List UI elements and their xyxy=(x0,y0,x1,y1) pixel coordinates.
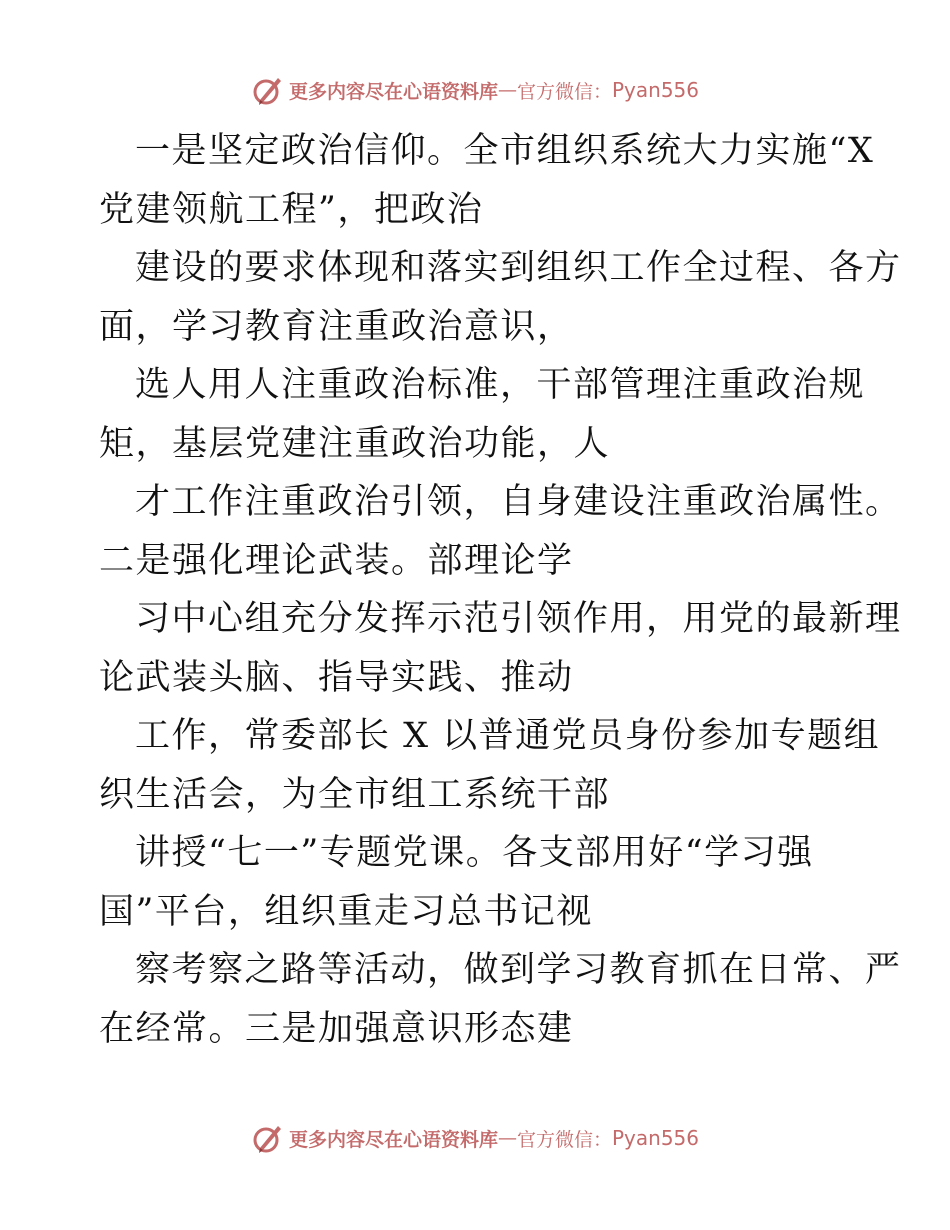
watermark-wechat-id: Pyan556 xyxy=(612,1126,700,1150)
header-watermark xyxy=(0,70,950,110)
paragraph-line: 国”平台，组织重走习总书记视 xyxy=(99,891,593,932)
document-body xyxy=(99,122,902,1058)
watermark-dash: — xyxy=(497,79,517,101)
paragraph-line: 选人用人注重政治标准，干部管理注重政治规 xyxy=(135,365,866,405)
paragraph-line: 织生活会，为全市组工系统干部 xyxy=(99,774,611,815)
paragraph-line: 讲授“七一”专题党课。各支部用好“学习强 xyxy=(135,833,814,873)
paragraph-line: 建设的要求体现和落实到组织工作全过程、各方 xyxy=(135,248,902,288)
watermark-dash: — xyxy=(497,1127,517,1149)
watermark-wechat-label: 官方微信： xyxy=(516,1128,612,1151)
watermark-wechat-label: 官方微信： xyxy=(516,80,612,103)
paragraph-line: 察考察之路等活动，做到学习教育抓在日常、严 xyxy=(135,950,902,990)
watermark-main-text: 更多内容尽在心语资料库 xyxy=(288,80,498,103)
paragraph-line: 习中心组充分发挥示范引领作用，用党的最新理 xyxy=(135,599,902,639)
paragraph-line: 面，学习教育注重政治意识， xyxy=(99,306,574,347)
watermark-wechat-id: Pyan556 xyxy=(612,78,700,102)
quill-pen-logo-icon xyxy=(251,1121,285,1155)
paragraph-line: 矩，基层党建注重政治功能，人 xyxy=(99,423,611,464)
watermark-main-text: 更多内容尽在心语资料库 xyxy=(288,1128,498,1151)
paragraph-line: 论武装头脑、指导实践、推动 xyxy=(99,657,574,698)
paragraph-line: 才工作注重政治引领，自身建设注重政治属性。 xyxy=(135,482,902,522)
paragraph-line: 在经常。三是加强意识形态建 xyxy=(99,1008,574,1049)
footer-watermark xyxy=(0,1118,950,1158)
paragraph-line: 工作，常委部长 X 以普通党员身份参加专题组 xyxy=(135,716,881,756)
quill-pen-logo-icon xyxy=(251,73,285,107)
paragraph-line: 二是强化理论武装。部理论学 xyxy=(99,540,574,581)
paragraph-line: 一是坚定政治信仰。全市组织系统大力实施“X xyxy=(135,131,875,171)
paragraph-line: 党建领航工程”，把政治 xyxy=(99,189,484,230)
